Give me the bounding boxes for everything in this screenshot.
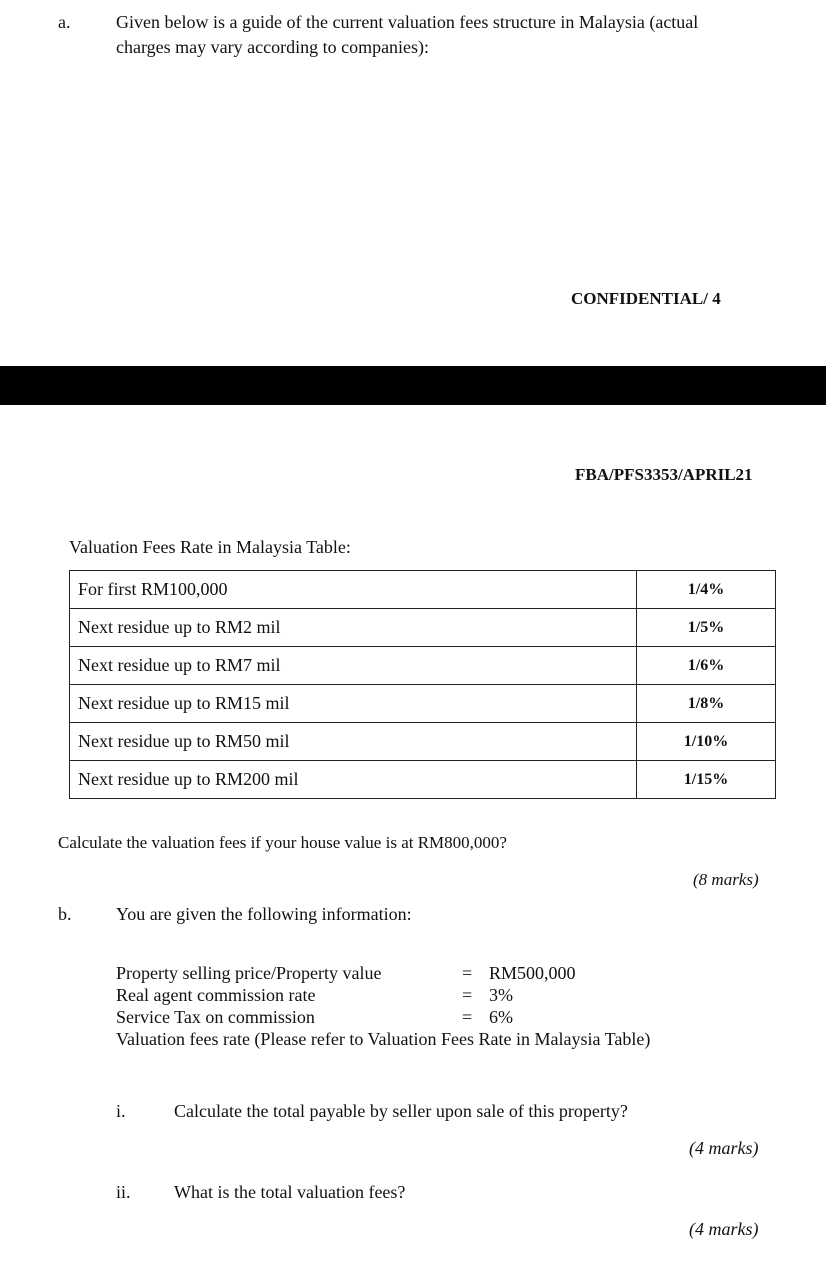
row-rate: 1/6% [637,647,776,685]
sub-i-question: Calculate the total payable by seller upon sale of this property? [174,1101,628,1121]
part-a-intro-line2: charges may vary according to companies): [116,37,430,57]
info-value: RM500,000 [489,963,576,983]
row-label: Next residue up to RM15 mil [70,685,637,723]
sub-ii-marks: (4 marks) [689,1219,759,1239]
table-row [70,723,776,761]
table-row [70,609,776,647]
row-label: Next residue up to RM7 mil [70,647,637,685]
table-row [70,571,776,609]
part-b-intro: You are given the following information: [116,904,412,924]
info-label: Real agent commission rate [116,985,316,1005]
sub-ii-question: What is the total valuation fees? [174,1182,406,1202]
sub-i-marker: i. [116,1101,126,1121]
part-b-marker: b. [58,904,72,924]
row-rate: 1/8% [637,685,776,723]
row-label: For first RM100,000 [70,571,637,609]
course-code-header: FBA/PFS3353/APRIL21 [575,465,753,484]
valuation-note: Valuation fees rate (Please refer to Valuation Fees Rate in Malaysia Table) [116,1029,651,1049]
row-rate: 1/5% [637,609,776,647]
row-rate: 1/10% [637,723,776,761]
question-a: Calculate the valuation fees if your house value is at RM800,000? [58,833,507,852]
sub-ii-marker: ii. [116,1182,131,1202]
table-title: Valuation Fees Rate in Malaysia Table: [69,537,351,557]
valuation-fees-table [69,570,776,799]
sub-i-marks: (4 marks) [689,1138,759,1158]
row-label: Next residue up to RM200 mil [70,761,637,799]
info-value: 3% [489,985,513,1005]
table-row [70,761,776,799]
info-label: Service Tax on commission [116,1007,315,1027]
part-a-marker: a. [58,12,71,32]
row-rate: 1/4% [637,571,776,609]
table-row [70,685,776,723]
info-value: 6% [489,1007,513,1027]
table-row [70,647,776,685]
row-rate: 1/15% [637,761,776,799]
confidential-header: CONFIDENTIAL/ 4 [571,289,721,308]
part-a-intro-line1: Given below is a guide of the current valuation fees structure in Malaysia (actual [116,12,699,32]
info-label: Property selling price/Property value [116,963,382,983]
row-label: Next residue up to RM50 mil [70,723,637,761]
row-label: Next residue up to RM2 mil [70,609,637,647]
info-equals: = [462,963,473,983]
info-equals: = [462,1007,473,1027]
page-break-bar [0,366,826,405]
marks-a: (8 marks) [693,870,759,889]
info-equals: = [462,985,473,1005]
